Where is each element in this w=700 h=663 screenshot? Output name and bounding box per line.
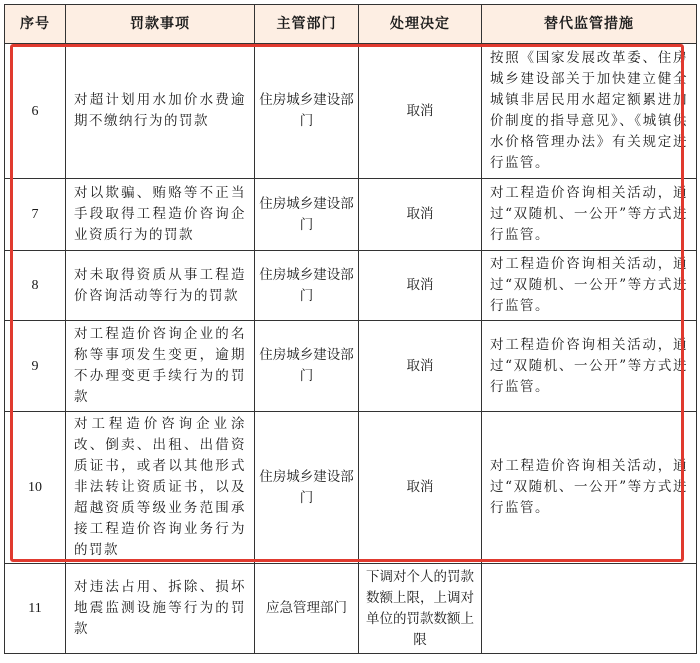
- row-decision: 下调对个人的罚款数额上限，上调对单位的罚款数额上限: [359, 564, 482, 654]
- row-alternative: 对工程造价咨询相关活动，通过“双随机、一公开”等方式进行监管。: [482, 412, 697, 564]
- header-decision: 处理决定: [359, 5, 482, 44]
- header-dept: 主管部门: [255, 5, 359, 44]
- table-row: [5, 321, 697, 412]
- table-row: [5, 44, 697, 179]
- row-alternative: 对工程造价咨询相关活动，通过“双随机、一公开”等方式进行监管。: [482, 251, 697, 321]
- row-dept: 住房城乡建设部门: [255, 179, 359, 251]
- table-row: [5, 179, 697, 251]
- row-seq: 9: [5, 321, 66, 412]
- row-item: 对以欺骗、贿赂等不正当手段取得工程造价咨询企业资质行为的罚款: [66, 179, 255, 251]
- row-seq: 6: [5, 44, 66, 179]
- row-dept: 住房城乡建设部门: [255, 251, 359, 321]
- row-decision: 取消: [359, 44, 482, 179]
- header-alternative: 替代监管措施: [482, 5, 697, 44]
- row-dept: 住房城乡建设部门: [255, 412, 359, 564]
- row-dept: 应急管理部门: [255, 564, 359, 654]
- row-decision: 取消: [359, 251, 482, 321]
- table-row: [5, 564, 697, 654]
- row-item: 对工程造价咨询企业涂改、倒卖、出租、出借资质证书，或者以其他形式非法转让资质证书，以及超越资质等级业务范围承接工程造价咨询业务行为的罚款: [66, 412, 255, 564]
- row-decision: 取消: [359, 412, 482, 564]
- row-seq: 8: [5, 251, 66, 321]
- row-alternative: 按照《国家发展改革委、住房城乡建设部关于加快建立健全城镇非居民用水超定额累进加价制度的指导意见》、《城镇供水价格管理办法》有关规定进行监管。: [482, 44, 697, 179]
- row-dept: 住房城乡建设部门: [255, 321, 359, 412]
- table-row: [5, 412, 697, 564]
- row-seq: 11: [5, 564, 66, 654]
- header-row: [5, 5, 697, 44]
- row-decision: 取消: [359, 179, 482, 251]
- row-decision: 取消: [359, 321, 482, 412]
- row-seq: 10: [5, 412, 66, 564]
- fines-table: [4, 4, 697, 654]
- row-item: 对超计划用水加价水费逾期不缴纳行为的罚款: [66, 44, 255, 179]
- row-item: 对工程造价咨询企业的名称等事项发生变更，逾期不办理变更手续行为的罚款: [66, 321, 255, 412]
- row-alternative: 对工程造价咨询相关活动，通过“双随机、一公开”等方式进行监管。: [482, 321, 697, 412]
- row-seq: 7: [5, 179, 66, 251]
- row-dept: 住房城乡建设部门: [255, 44, 359, 179]
- header-item: 罚款事项: [66, 5, 255, 44]
- header-seq: 序号: [5, 5, 66, 44]
- row-item: 对未取得资质从事工程造价咨询活动等行为的罚款: [66, 251, 255, 321]
- row-item: 对违法占用、拆除、损坏地震监测设施等行为的罚款: [66, 564, 255, 654]
- row-alternative: [482, 564, 697, 654]
- table-row: [5, 251, 697, 321]
- row-alternative: 对工程造价咨询相关活动，通过“双随机、一公开”等方式进行监管。: [482, 179, 697, 251]
